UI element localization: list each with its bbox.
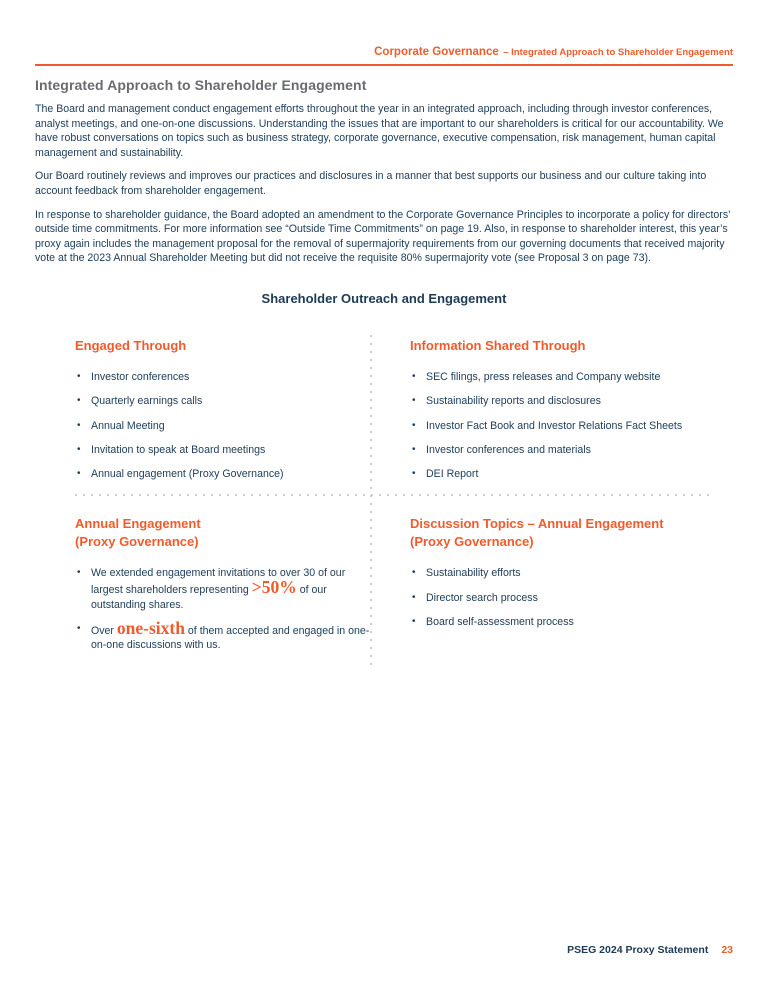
horizontal-dotted-divider	[75, 494, 711, 496]
quadrant-annual-engagement	[75, 515, 370, 662]
list-item: • Sustainability reports and disclosures	[410, 394, 733, 409]
list-item: • DEI Report	[410, 467, 733, 482]
quadrant-row-top	[75, 337, 733, 494]
quadrant-heading	[75, 515, 370, 551]
list-item: • Investor conferences and materials	[410, 443, 733, 458]
list-item	[75, 617, 370, 653]
quadrant-heading: Engaged Through	[75, 338, 187, 354]
quadrant-heading	[410, 515, 733, 551]
highlight-stat: >50%	[251, 577, 297, 598]
quadrant-information-shared	[410, 337, 733, 494]
list-item: • Board self-assessment process	[410, 615, 733, 630]
page-number: 23	[721, 944, 733, 956]
paragraph: Our Board routinely reviews and improves our practices and disclosures in a manner that best supports our business and our culture taking into account feedback from shareholder engagement.	[35, 170, 707, 198]
breadcrumb-subsection: – Integrated Approach to Shareholder Engagement	[503, 47, 733, 58]
vertical-dotted-divider	[370, 335, 372, 671]
list-item: • Annual engagement (Proxy Governance)	[75, 467, 370, 482]
list-item: • SEC filings, press releases and Company website	[410, 370, 733, 385]
intro-paragraphs	[35, 102, 733, 266]
page-content	[35, 0, 733, 663]
heading-line: (Proxy Governance)	[75, 534, 199, 550]
list-item: • Quarterly earnings calls	[75, 394, 370, 409]
heading-line: Annual Engagement	[75, 516, 201, 532]
quadrant-heading: Information Shared Through	[410, 338, 586, 354]
page-footer	[567, 944, 733, 956]
bullet-list	[410, 566, 733, 629]
list-item: • Director search process	[410, 591, 733, 606]
item-text: of them accepted and engaged in one-on-one discussions with us.	[91, 624, 370, 652]
list-item: • Invitation to speak at Board meetings	[75, 443, 370, 458]
quadrant-row-bottom	[75, 494, 733, 662]
outreach-quadrants	[35, 337, 733, 662]
breadcrumb-section: Corporate Governance	[374, 46, 499, 58]
item-text: of our outstanding shares.	[91, 584, 327, 611]
quadrant-engaged-through	[75, 337, 370, 494]
list-item: • Investor Fact Book and Investor Relations Fact Sheets	[410, 419, 733, 434]
bullet-list	[410, 370, 733, 481]
highlight-stat: one-sixth	[116, 617, 185, 638]
list-item: • Sustainability efforts	[410, 566, 733, 581]
section-title: Shareholder Outreach and Engagement	[261, 291, 507, 307]
item-text: Over	[91, 624, 117, 637]
page-title: Integrated Approach to Shareholder Engagement	[35, 77, 367, 93]
list-item	[75, 566, 370, 612]
item-text: We extended engagement invitations to over 30 of our largest shareholders representing	[91, 567, 346, 597]
paragraph: The Board and management conduct engagement efforts throughout the year in an integrated approach, including through investor conferences, analyst meetings, and one-on-one discussions. Understanding the issues that are important to our shareholders is critical for our accountability. We have robust conversations on topics such as business strategy, corporate governance, executive compensation, risk management, human capital management and sustainability.	[35, 103, 724, 159]
list-item: • Investor conferences	[75, 370, 370, 385]
paragraph: In response to shareholder guidance, the Board adopted an amendment to the Corporate Governance Principles to incorporate a policy for directors’ outside time commitments. For more information see “Outside Time Commitments” on page 19. Also, in response to shareholder interest, this year’s proxy again includes the management proposal for the removal of supermajority requirements from our governing documents that received majority vote at the 2023 Annual Shareholder Meeting but did not receive the requisite 80% supermajority vote (see Proposal 3 on page 73).	[35, 208, 731, 265]
quadrant-discussion-topics	[410, 515, 733, 662]
heading-line: (Proxy Governance)	[410, 534, 534, 550]
breadcrumb	[35, 0, 733, 66]
bullet-list	[75, 566, 370, 653]
list-item: • Annual Meeting	[75, 419, 370, 434]
heading-line: Discussion Topics – Annual Engagement	[410, 516, 664, 532]
bullet-list	[75, 370, 370, 481]
footer-label: PSEG 2024 Proxy Statement	[567, 944, 709, 956]
